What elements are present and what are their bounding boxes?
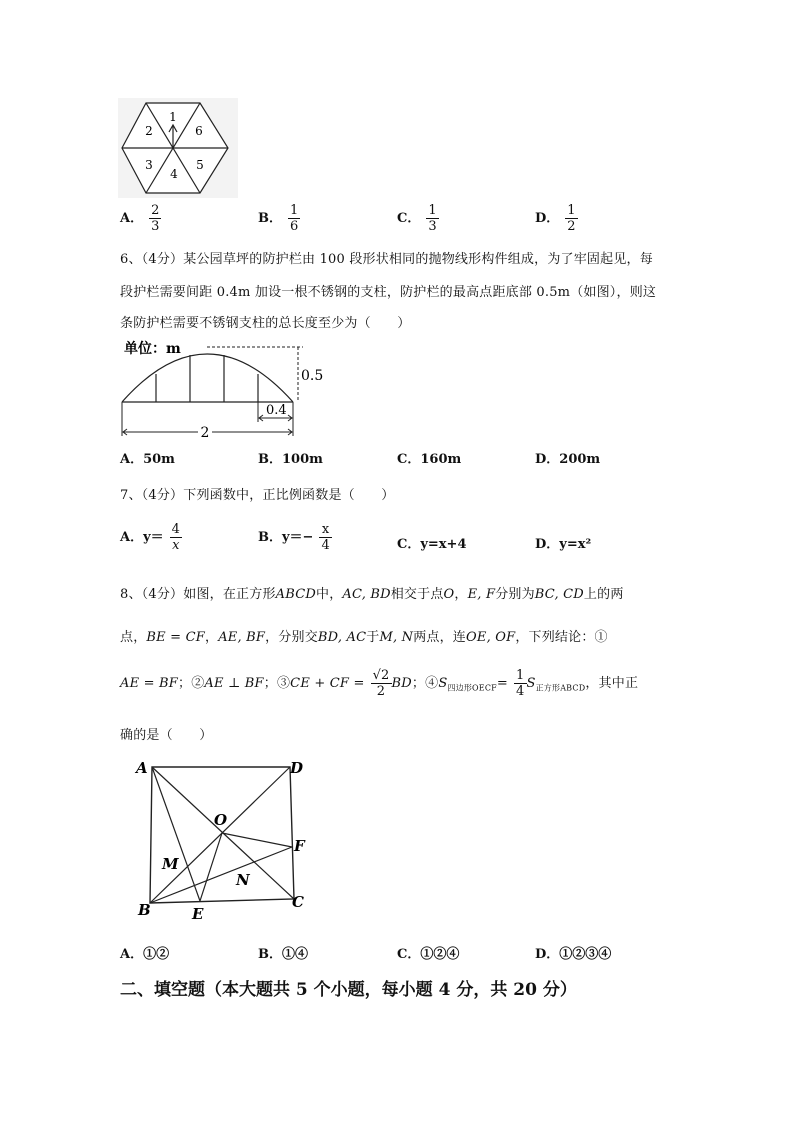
fraction: $\frac{1}{3}$ [428, 203, 437, 234]
point-label-e: E [192, 905, 204, 923]
q6-option-c[interactable]: C．160m [397, 452, 462, 467]
q7-option-c[interactable]: C．y=x+4 [397, 537, 467, 552]
q8-stem-line-3: AE = BF；②AE ⊥ BF；③CE + CF = $\frac{√2}{2}$ BD；$④S_{四边形OECF}=$ $\frac{1}{4}$ $S_{正方形ABCD}$，其中正 [120, 668, 639, 699]
sector-label-4: 4 [170, 167, 178, 181]
option-label: D． [535, 211, 560, 226]
q8-stem-line-2: 点，BE = CF，AE, BF，分别交BD, AC于M, N两点，连OE, OF，下列结论：① [120, 630, 608, 645]
q6-option-d[interactable]: D．200m [535, 452, 601, 467]
q6-stem-line-2: 段护栏需要间距 0.4m 加设一根不锈钢的支柱，防护栏的最高点距底部 0.5m（如图），则这 [120, 285, 657, 300]
q5-option-b[interactable] [258, 203, 300, 234]
vertex-label-c: C [292, 893, 304, 911]
fraction: $\frac{4}{x}$ [171, 522, 180, 553]
sector-label-2: 2 [145, 124, 153, 138]
sector-label-5: 5 [196, 158, 204, 172]
point-label-m: M [162, 855, 179, 873]
fraction: $\frac{√2}{2}$ [372, 668, 390, 699]
fence-parabola-figure [118, 336, 328, 442]
parabola-curve [122, 354, 293, 402]
gap-label: 0.4 [266, 403, 287, 418]
sector-label-6: 6 [195, 124, 203, 138]
q8-option-a[interactable]: A．①② [120, 947, 170, 962]
vertex-label-a: A [136, 759, 148, 777]
section-title-fill-in: 二、填空题（本大题共 5 个小题，每小题 4 分，共 20 分） [120, 980, 577, 1000]
unit-label: 单位：m [124, 341, 181, 357]
fraction: $\frac{x}{4}$ [321, 522, 330, 553]
segment-ae [152, 767, 200, 901]
square-abcd-figure [130, 755, 320, 927]
point-label-n: N [236, 871, 250, 889]
q6-option-b[interactable]: B．100m [258, 452, 323, 467]
sector-label-1: 1 [169, 110, 177, 124]
hexagon-spinner-figure [118, 98, 238, 198]
point-label-f: F [294, 837, 305, 855]
vertex-label-b: B [138, 901, 151, 919]
q5-option-a[interactable] [120, 203, 161, 234]
q5-option-d[interactable] [535, 203, 578, 234]
fraction: $\frac{2}{3}$ [151, 203, 160, 234]
fraction: $\frac{1}{6}$ [290, 203, 299, 234]
segment-of [222, 833, 292, 847]
q8-option-d[interactable]: D．①②③④ [535, 947, 612, 962]
option-label: B． [258, 211, 282, 226]
diagonal-bd [150, 767, 290, 903]
q7-option-a[interactable]: A．y＝ $\frac{4}{x}$ [120, 522, 180, 553]
option-label: C． [397, 211, 421, 226]
option-label: A． [120, 211, 144, 226]
width-label: 2 [200, 425, 210, 441]
fraction: $\frac{1}{4}$ [516, 668, 525, 699]
point-label-o: O [214, 811, 228, 829]
q6-option-a[interactable]: A．50m [120, 452, 175, 467]
q8-option-c[interactable]: C．①②④ [397, 947, 460, 962]
q5-option-c[interactable] [397, 203, 439, 234]
q8-stem-line-1: 8、（4分）如图，在正方形ABCD中，AC, BD相交于点O，E, F分别为BC, CD上的两 [120, 587, 624, 602]
sector-label-3: 3 [145, 158, 153, 172]
q7-option-b[interactable]: B．y＝− $\frac{x}{4}$ [258, 522, 330, 553]
q7-stem: 7、（4分）下列函数中，正比例函数是（ ） [120, 488, 395, 503]
q7-option-d[interactable]: D．y=x² [535, 537, 592, 552]
vertex-label-d: D [290, 759, 304, 777]
q8-stem-line-4: 确的是（ ） [120, 728, 213, 743]
q6-stem-line-3: 条防护栏需要不锈钢支柱的总长度至少为（ ） [120, 316, 411, 331]
q6-stem-line-1: 6、（4分）某公园草坪的防护栏由 100 段形状相同的抛物线形构件组成，为了牢固起见，每 [120, 252, 653, 267]
q8-option-b[interactable]: B．①④ [258, 947, 309, 962]
fraction: $\frac{1}{2}$ [567, 203, 576, 234]
height-label: 0.5 [301, 368, 324, 384]
